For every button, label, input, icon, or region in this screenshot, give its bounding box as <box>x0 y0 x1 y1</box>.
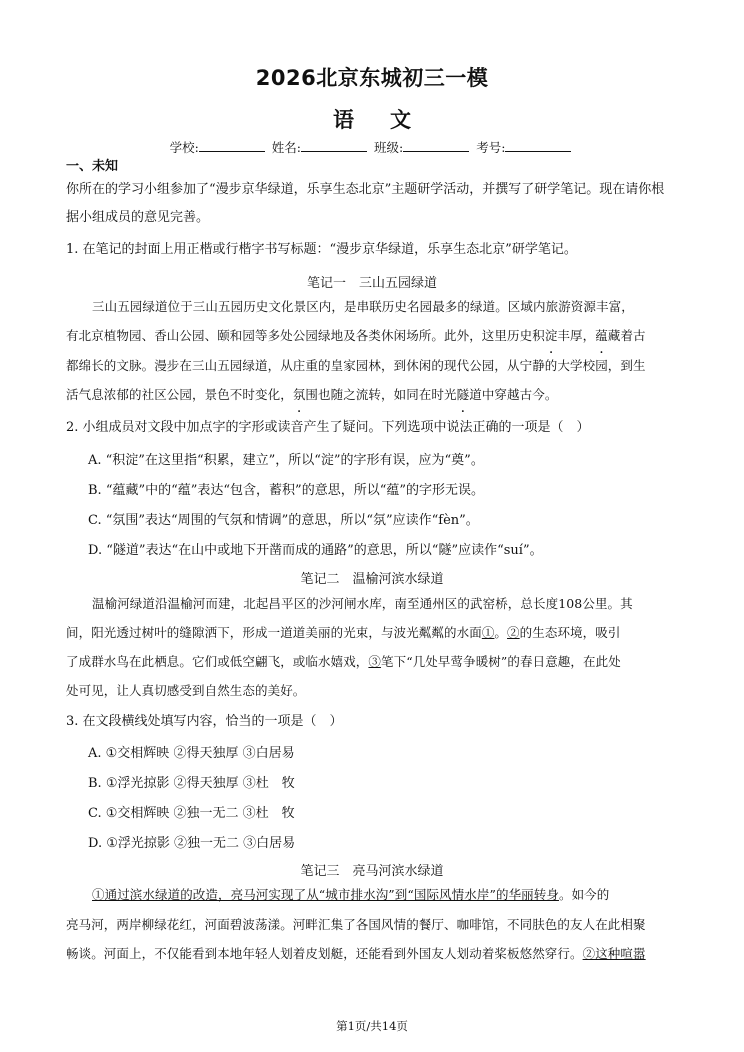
name-blank[interactable] <box>301 139 367 152</box>
exam-number-label: 考号: <box>476 140 506 155</box>
underlined-sentence-1: ①通过滨水绿道的改造，亮马河实现了从“城市排水沟”到“国际风情水岸”的华丽转身 <box>92 887 559 902</box>
note-2-line-2 <box>66 618 682 648</box>
dotted-char: 蕴 <box>595 328 608 343</box>
question-1: 1. 在笔记的封面上用正楷或行楷字书写标题：“漫步京华绿道，乐享生态北京”研学笔记。 <box>66 242 577 257</box>
note-2-line-3 <box>66 647 682 677</box>
question-3-option-b[interactable]: B. ①浮光掠影 ②得天独厚 ③杜 牧 <box>88 776 295 791</box>
subject-title <box>0 104 744 134</box>
note-1-title: 笔记一 三山五园绿道 <box>306 276 437 291</box>
intro-line-1: 你所在的学习小组参加了“漫步京华绿道，乐享生态北京”主题研学活动，并撰写了研学笔记。现在请你根 <box>66 182 665 197</box>
text-span: 道中穿越古今。 <box>469 387 558 402</box>
subject-char-2: 文 <box>390 108 411 132</box>
section-heading: 一、未知 <box>66 159 119 174</box>
underlined-sentence-2: ②这种喧嚣 <box>582 946 646 961</box>
fill-blank-1[interactable]: ① <box>481 625 495 640</box>
note-1-line-4 <box>66 380 682 410</box>
text-span: 丰厚， <box>557 328 596 343</box>
note-1-line-1: 三山五园绿道位于三山五园历史文化景区内，是串联历史名园最多的绿道。区域内旅游资源丰富， <box>92 299 634 314</box>
fill-blank-3[interactable]: ③ <box>368 654 382 669</box>
text-span: 。 <box>494 625 508 640</box>
page-footer: 第1页/共14页 <box>336 1019 408 1033</box>
fill-blank-2[interactable]: ② <box>507 625 520 640</box>
exam-number-blank[interactable] <box>505 139 571 152</box>
text-span: 的生态环境，吸引 <box>519 625 621 640</box>
text-span: 。如今的 <box>558 887 610 902</box>
text-span: 畅谈。河面上，不仅能看到本地年轻人划着皮划艇，还能看到外国友人划动着桨板悠然穿行。 <box>66 946 583 961</box>
text-span: 了成群水鸟在此栖息。它们或低空翩飞，或临水嬉戏， <box>66 654 369 669</box>
text-span: 笔下“几处早莺争暖树”的春日意趣，在此处 <box>381 654 621 669</box>
note-3-title: 笔记三 亮马河滨水绿道 <box>300 864 444 879</box>
text-span: 活气息浓郁的社区公园，景色不时变化， <box>66 387 293 402</box>
subject-char-1: 语 <box>333 108 354 132</box>
note-3-line-2: 亮马河，两岸柳绿花红，河面碧波荡漾。河畔汇集了各国风情的餐厅、咖啡馆，不同肤色的友人在此相聚 <box>66 917 646 932</box>
intro-line-2: 据小组成员的意见完善。 <box>66 210 210 225</box>
note-1-line-3: 都绵长的文脉。漫步在三山五园绿道，从庄重的皇家园林，到休闲的现代公园，从宁静的大学校园，到生 <box>66 358 646 373</box>
question-3-option-c[interactable]: C. ①交相辉映 ②独一无二 ③杜 牧 <box>88 806 295 821</box>
note-1-line-2 <box>66 321 682 351</box>
note-2-line-1: 温榆河绿道沿温榆河而建，北起昌平区的沙河闸水库，南至通州区的武窑桥，总长度108公里。其 <box>92 596 633 611</box>
text-span: 围也随之流转，如同在时光 <box>305 387 457 402</box>
student-info-line <box>0 138 744 156</box>
dotted-char: 隧 <box>456 387 470 402</box>
dotted-char: 氛 <box>292 387 306 402</box>
text-span: 有北京植物园、香山公园、颐和园等多处公园绿地及各类休闲场所。此外，这里历史积 <box>66 328 545 343</box>
question-3-option-d[interactable]: D. ①浮光掠影 ②独一无二 ③白居易 <box>88 836 296 851</box>
school-blank[interactable] <box>199 139 265 152</box>
question-2-stem: 2. 小组成员对文段中加点字的字形或读音产生了疑问。下列选项中说法正确的一项是（ ） <box>66 420 590 435</box>
dotted-char: 淀 <box>544 328 558 343</box>
note-3-line-1 <box>66 880 682 910</box>
text-span: 藏着古 <box>607 328 646 343</box>
question-2-option-a[interactable]: A. “积淀”在这里指“积累，建立”，所以“淀”的字形有误，应为“奠”。 <box>88 453 484 468</box>
class-label: 班级: <box>373 140 404 155</box>
exam-title: 2026北京东城初三一模 <box>255 66 489 90</box>
note-2-line-4: 处可见，让人真切感受到自然生态的美好。 <box>66 683 306 698</box>
school-label: 学校: <box>169 140 199 155</box>
question-3-option-a[interactable]: A. ①交相辉映 ②得天独厚 ③白居易 <box>88 746 295 761</box>
question-2-option-b[interactable]: B. “蕴藏”中的“蕴”表达“包含，蓄积”的意思，所以“蕴”的字形无误。 <box>88 483 484 498</box>
question-2-option-d[interactable]: D. “隧道”表达“在山中或地下开凿而成的通路”的意思，所以“隧”应读作“suí”。 <box>88 543 543 558</box>
note-3-line-3 <box>66 939 682 969</box>
question-3-stem: 3. 在文段横线处填写内容，恰当的一项是（ ） <box>66 714 343 729</box>
note-2-title: 笔记二 温榆河滨水绿道 <box>300 572 444 587</box>
question-2-option-c[interactable]: C. “氛围”表达“周围的气氛和情调”的意思，所以“氛”应读作“fèn”。 <box>88 513 479 528</box>
text-span: 间，阳光透过树叶的缝隙洒下，形成一道道美丽的光束，与波光粼粼的水面 <box>66 625 482 640</box>
class-blank[interactable] <box>403 139 469 152</box>
name-label: 姓名: <box>271 140 301 155</box>
